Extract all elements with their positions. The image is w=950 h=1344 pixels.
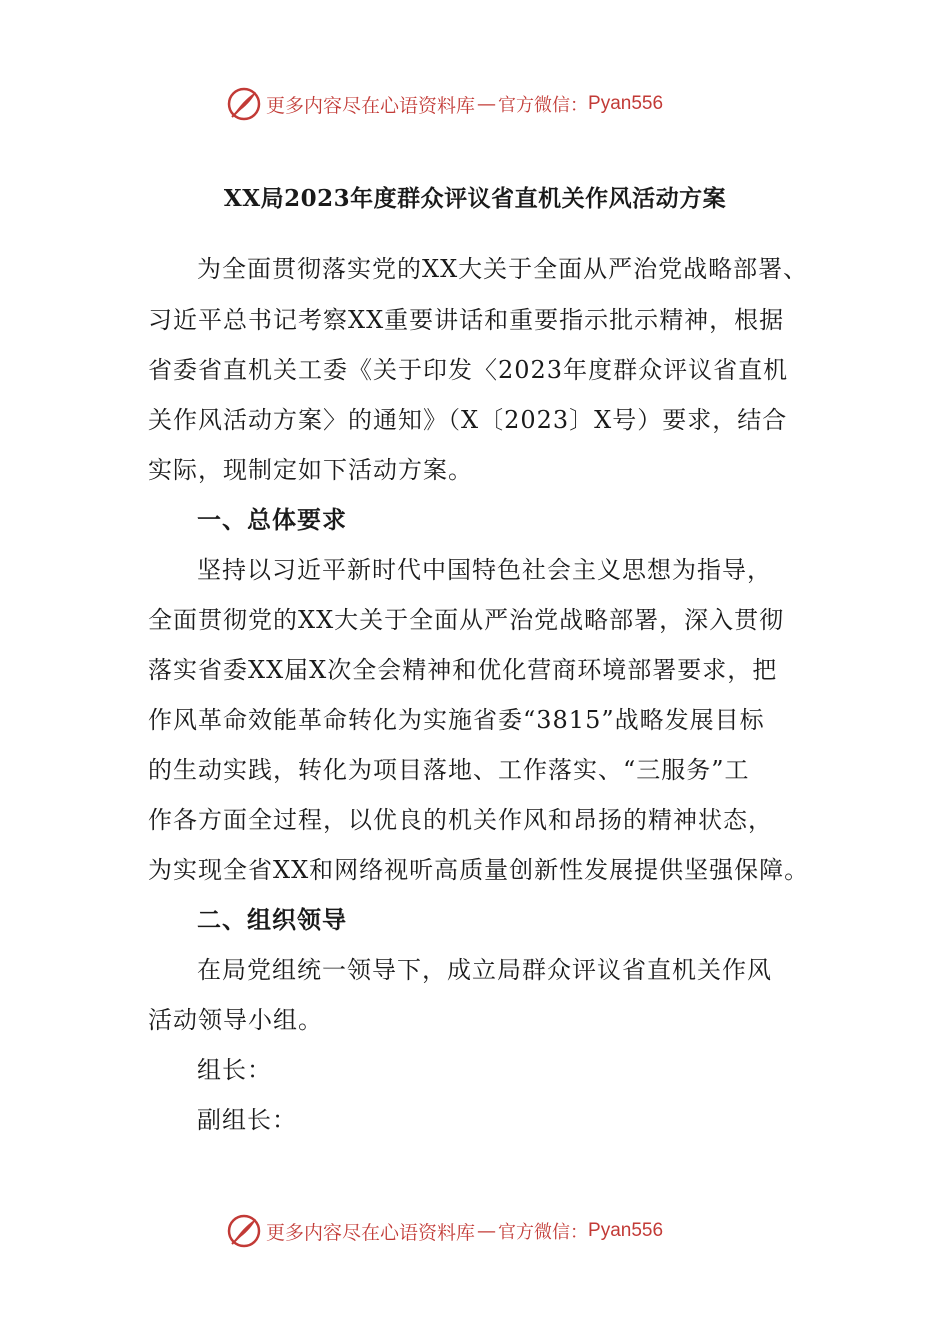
section1-line: 为实现全省XX和网络视听高质量创新性发展提供坚强保障。 (148, 856, 810, 884)
section1-line: 落实省委XX届X次全会精神和优化营商环境部署要求，把 (148, 656, 778, 684)
leader-label: 组长： (197, 1056, 272, 1084)
watermark-separator: — (477, 1220, 497, 1242)
wechat-id: Pyan556 (588, 1220, 664, 1241)
section1-line: 坚持以习近平新时代中国特色社会主义思想为指导， (197, 556, 772, 584)
deputy-leader-label: 副组长： (197, 1106, 297, 1134)
wechat-id: Pyan556 (588, 93, 664, 114)
section1-line: 全面贯彻党的XX大关于全面从严治党战略部署，深入贯彻 (148, 606, 785, 634)
intro-line: 习近平总书记考察XX重要讲话和重要指示批示精神，根据 (148, 306, 785, 334)
intro-line: 为全面贯彻落实党的XX大关于全面从严治党战略部署、 (197, 255, 809, 283)
watermark-banner-bottom (226, 1211, 663, 1251)
section2-line: 活动领导小组。 (148, 1006, 323, 1034)
quill-logo-icon (226, 1213, 262, 1249)
document-title: XX局2023年度群众评议省直机关作风活动方案 (223, 185, 727, 212)
watermark-text: 更多内容尽在心语资料库 (266, 94, 476, 117)
quill-logo-icon (226, 86, 262, 122)
watermark-separator: — (477, 93, 497, 115)
section-heading-2: 二、组织领导 (197, 905, 347, 934)
intro-line: 关作风活动方案〉的通知》（X〔2023〕X号）要求，结合 (148, 406, 788, 434)
section1-line: 作风革命效能革命转化为实施省委“3815”战略发展目标 (148, 706, 765, 734)
intro-line: 省委省直机关工委《关于印发〈2023年度群众评议省直机 (148, 356, 789, 384)
section1-line: 作各方面全过程，以优良的机关作风和昂扬的精神状态， (148, 806, 773, 834)
wechat-label: 官方微信： (498, 1222, 589, 1243)
section2-line: 在局党组统一领导下，成立局群众评议省直机关作风 (197, 956, 772, 984)
wechat-label: 官方微信： (498, 95, 589, 116)
watermark-banner-top (226, 84, 663, 124)
section1-line: 的生动实践，转化为项目落地、工作落实、“三服务”工 (148, 756, 750, 784)
intro-line: 实际，现制定如下活动方案。 (148, 456, 473, 484)
section-heading-1: 一、总体要求 (197, 505, 347, 534)
watermark-text: 更多内容尽在心语资料库 (266, 1221, 476, 1244)
